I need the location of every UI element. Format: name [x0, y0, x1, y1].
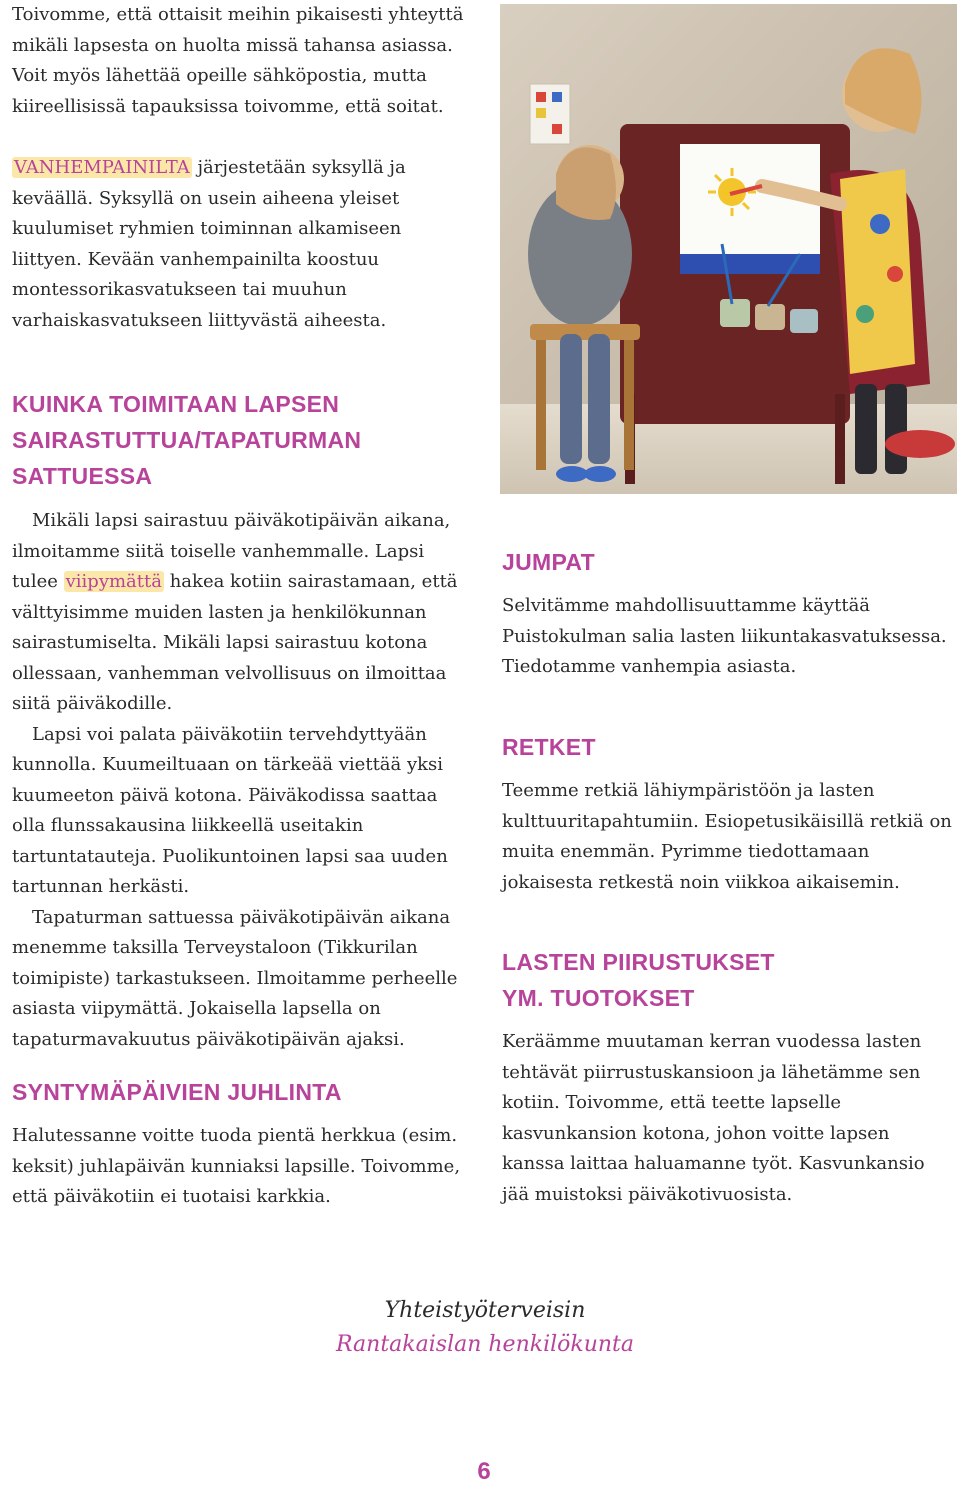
immediately-highlight: viipymättä: [65, 571, 162, 592]
gym-paragraph: Selvitämme mahdollisuuttamme käyttää Puistokulman salia lasten liikuntakasvatuksessa. Tiedotamme vanhempia asiasta.: [502, 595, 947, 677]
intro-paragraph-contact: Toivomme, että ottaisit meihin pikaisesti yhteyttä mikäli lapsesta on huolta missä tahansa asiassa. Voit myös lähettää opeille sähköpostia, mutta kiireellisissä tapauksissa toivomme, että soitat.: [12, 4, 464, 117]
gym-heading: JUMPAT: [502, 549, 595, 575]
sick-paragraph-2: Lapsi voi palata päiväkotiin tervehdyttyään kunnolla. Kuumeiltuaan on tärkeää viettää yksi kuumeeton päivä kotona. Päiväkodissa saattaa olla flunssakausina liikkeellä useitakin tartuntatauteja. Puolikuntoinen lapsi saa uuden tartunnan herkästi.: [12, 723, 448, 897]
birthday-body: [12, 1121, 472, 1213]
sick-p1-text-a: Mikäli lapsi sairastuu päiväkotipäivän aikana, ilmoitamme siitä toiselle vanhemmalle. Lapsi tulee: [12, 510, 451, 592]
sick-heading-line2: SAIRASTUTTUA/TAPATURMAN: [12, 427, 362, 453]
photo-illustration: [500, 4, 957, 494]
closing-signature: [0, 1294, 960, 1362]
drawings-heading-line2: YM. TUOTOKSET: [502, 985, 695, 1011]
drawings-paragraph: Keräämme muutaman kerran vuodessa lasten tehtävät piirrustuskansioon ja lähetämme sen kotiin. Toivomme, että teette lapselle kasvunkansion kotona, johon voitte lapsen kanssa laittaa haluamanne työt. Kasvunkansio jää muistoksi päiväkotivuosista.: [502, 1031, 925, 1205]
intro-section: [12, 0, 472, 336]
sick-section-heading: [12, 386, 472, 494]
trips-body: [502, 776, 957, 898]
sick-heading-line1: KUINKA TOIMITAAN LAPSEN: [12, 391, 340, 417]
birthday-paragraph: Halutessanne voitte tuoda pientä herkkua (esim. keksit) juhlapäivän kunniaksi lapsille. Toivomme, että päiväkotiin ei tuotaisi karkkia.: [12, 1125, 461, 1207]
trips-heading: RETKET: [502, 734, 596, 760]
intro-paragraph-parents-evening: [12, 153, 472, 336]
gym-body: [502, 591, 957, 683]
birthday-heading: SYNTYMÄPÄIVIEN JUHLINTA: [12, 1079, 342, 1105]
drawings-body: [502, 1027, 957, 1210]
sick-paragraph-1: [12, 506, 472, 720]
drawings-heading: [502, 944, 957, 1016]
page-number: 6: [477, 1458, 491, 1485]
sick-section-body: [12, 506, 472, 1055]
drawings-heading-line1: LASTEN PIIRUSTUKSET: [502, 949, 775, 975]
parents-evening-highlight: VANHEMPAINILTA: [14, 157, 190, 178]
sick-paragraph-3: Tapaturman sattuessa päiväkotipäivän aikana menemme taksilla Terveystaloon (Tikkurilan toimipiste) tarkastukseen. Ilmoitamme perheelle asiasta viipymättä. Jokaisella lapsella on tapaturmavakuutus päiväkotipäivän ajaksi.: [12, 906, 458, 1050]
sick-heading-line3: SATTUESSA: [12, 463, 153, 489]
children-painting-photo: [500, 4, 957, 494]
trips-paragraph: Teemme retkiä lähiympäristöön ja lasten kulttuuritapahtumiin. Esiopetusikäisillä retkiä on muita enemmän. Pyrimme tiedottamaan jokaisesta retkestä noin viikkoa aikaisemin.: [502, 780, 952, 893]
closing-greeting: Yhteistyöterveisin: [384, 1298, 586, 1323]
parents-evening-text: järjestetään syksyllä ja keväällä. Syksyllä on usein aiheena yleiset kuulumiset ryhmien toiminnan alkamiseen liittyen. Kevään vanhempainilta koostuu montessorikasvatukseen tai muuhun varhaiskasvatukseen liittyvästä aiheesta.: [12, 157, 406, 331]
sick-p1-text-b: hakea kotiin sairastamaan, että välttyisimme muiden lasten ja henkilökunnan sairastumiselta. Mikäli lapsi sairastuu kotona ollessaan, vanhemman velvollisuus on ilmoittaa siitä päiväkodille.: [12, 571, 458, 714]
closing-signature-name: Rantakaislan henkilökunta: [335, 1332, 635, 1357]
